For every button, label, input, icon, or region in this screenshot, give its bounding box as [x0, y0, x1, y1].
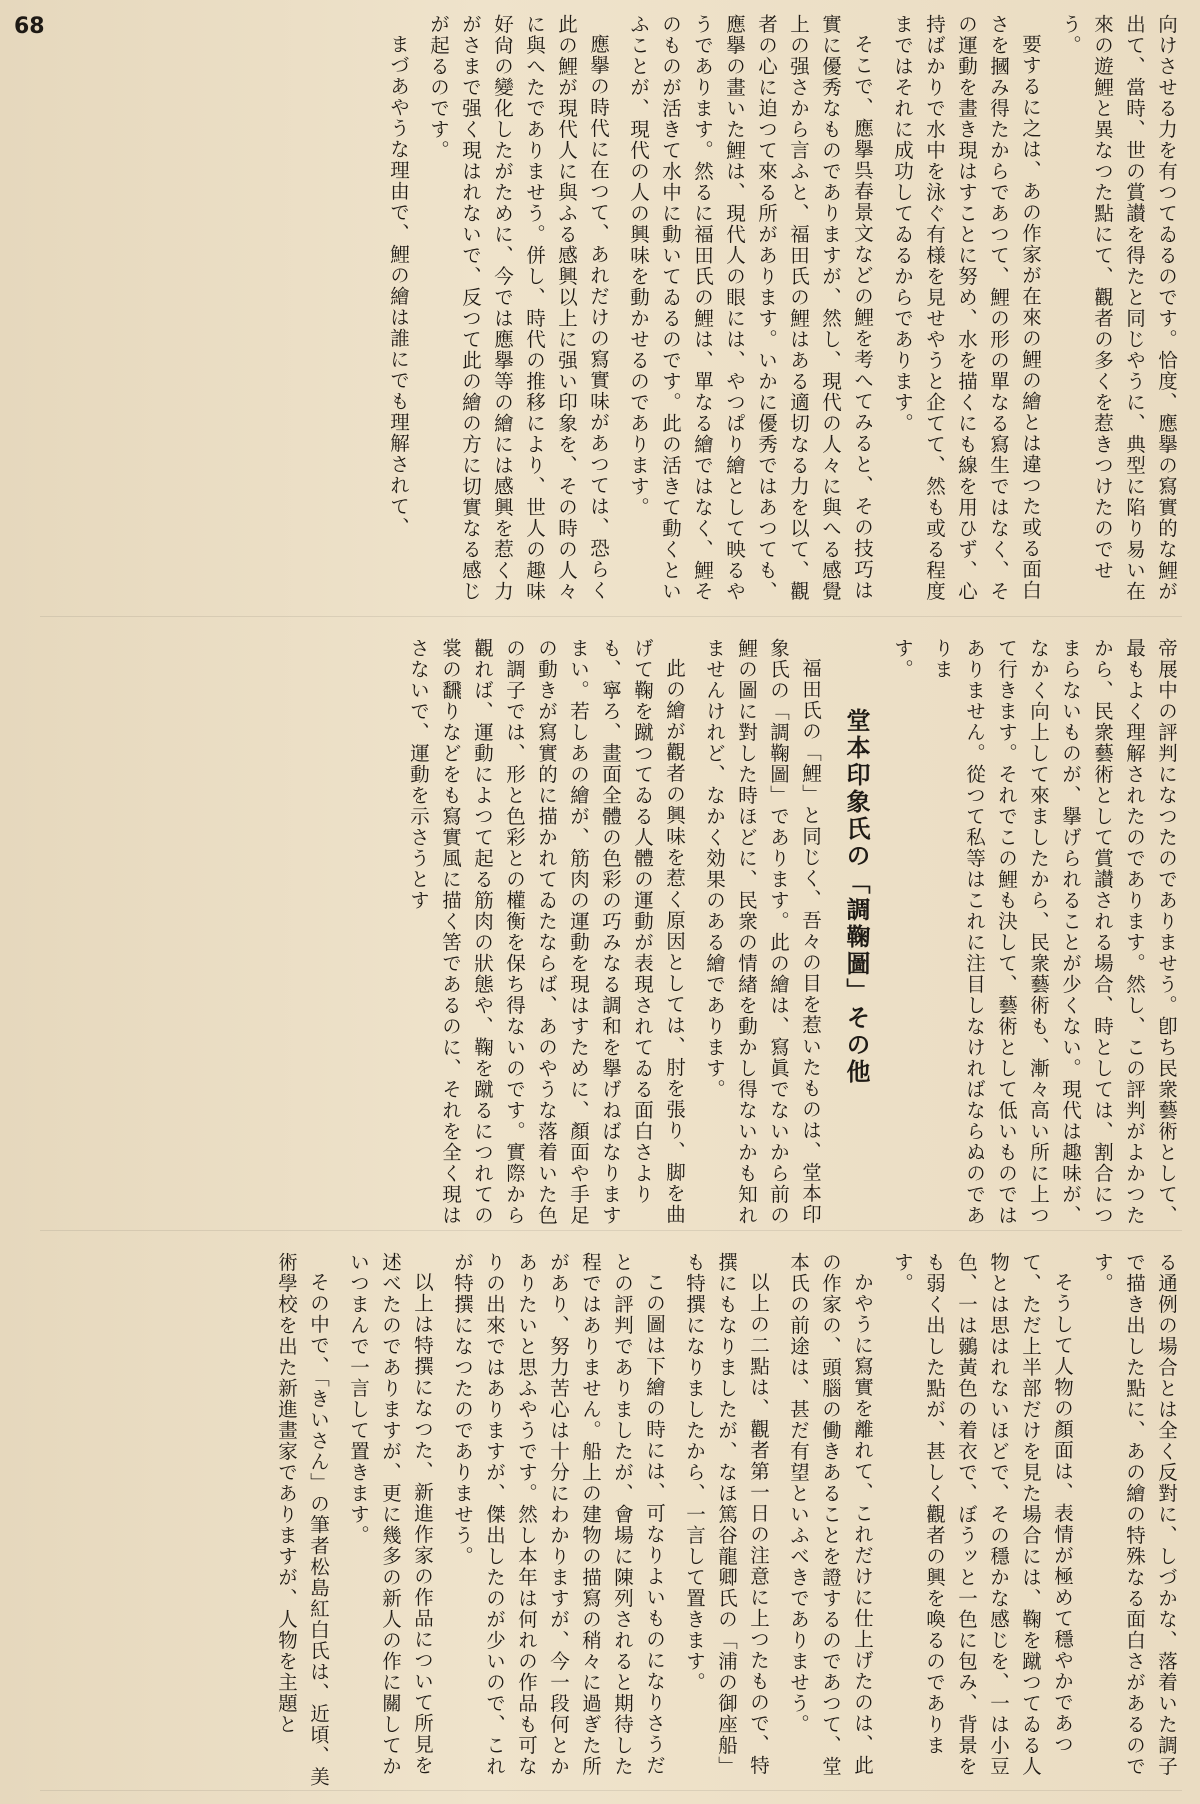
text-tier-top — [40, 14, 1182, 617]
text-tier-bottom — [40, 1252, 1182, 1791]
article-paragraph: る通例の場合とは全く反對に、しづかな、落着いた調子で描き出した點に、あの繪の特殊なる面白さがあるのです。 — [1091, 1252, 1178, 1777]
article-paragraph: そうして人物の顏面は、表情が極めて穩やかであつて、ただ上半部だけを見た場合には、鞠を蹴つてゐる人物とは思はれないほどで、その穩かな感じを、一は小豆色、一は鶸黃色の着衣で、ぼうッと一色に包み、背景をも弱く出した點が、甚しく觀者の興を喚るのであります。 — [891, 1252, 1074, 1777]
section-heading: 堂本印象氏の「調鞠圖」その他 — [842, 708, 871, 1086]
article-paragraph: かやうに寫實を離れて、これだけに仕上げたのは、此の作家の、頭腦の働きあることを證するのであつて、堂本氏の前途は、甚だ有望といふべきでありませう。 — [787, 1252, 874, 1777]
page-number: 68 — [14, 14, 45, 39]
article-paragraph: 向けさせる力を有つてゐるのです。恰度、應擧の寫實的な鯉が出て、當時、世の賞讃を得たと同じやうに、典型に陷り易い在來の遊鯉と異なつた點にて、觀者の多くを惹きつけたのでせう。 — [1059, 14, 1178, 602]
article-paragraph: そこで、應擧呉春景文などの鯉を考へてみると、その技巧は實に優秀なものでありますが、然し、現代の人々に與へる感覺上の强さから言ふと、福田氏の鯉はある適切なる力を以て、觀者の心に迫つて來る所があります。いかに優秀ではあつても、應擧の畫いた鯉は、現代人の眼には、やつぱり繪として映るやうであります。然るに福田氏の鯉は、單なる繪ではなく、鯉そのものが活きて水中に動いてゐるのです。此の活きて動くといふことが、現代の人の興味を動かせるのであります。 — [627, 14, 874, 602]
article-paragraph: 以上の二點は、觀者第一日の注意に上つたもので、特撰にもなりましたが、なほ篤谷龍卿氏の「浦の御座船」も特撰になりましたから、一言して置きます。 — [683, 1252, 770, 1777]
article-paragraph: 福田氏の「鯉」と同じく、吾々の目を惹いたものは、堂本印象氏の「調鞠圖」であります。此の繪は、寫眞でないから前の鯉の圖に對した時ほどに、民衆の情緖を動かし得ないかも知れませんけれど、なかく効果のある繪であります。 — [703, 638, 822, 1226]
article-paragraph: 以上は特撰になつた、新進作家の作品について所見を述べたのでありますが、更に幾多の新人の作に關してかいつまんで一言して置きます。 — [347, 1252, 434, 1777]
article-paragraph: 要するに之は、あの作家が在來の鯉の繪とは違つた或る面白さを摑み得たからであつて、鯉の形の單なる寫生ではなく、その運動を畫き現はすことに努め、水を描くにも線を用ひず、心持ばかりで水中を泳ぐ有様を見せやうと企てて、然も或る程度まではそれに成功してゐるからであります。 — [891, 14, 1042, 602]
article-paragraph: 帝展中の評判になつたのでありませう。卽ち民衆藝術として、最もよく理解されたのであります。然し、この評判がよかつたから、民衆藝術として賞讃される場合、時としては、割合につまらないものが、擧げられることが少くない。現代は趣味が、なかく向上して來ましたから、民衆藝術も、漸々高い所に上つて行きます。それでこの鯉も決して、藝術として低いものではありません。從つて私等はこれに注目しなければならぬのでありま — [931, 638, 1178, 1226]
article-paragraph: まづあやうな理由で、鯉の繪は誰にでも理解されて、 — [387, 33, 410, 538]
article-paragraph: 應擧の時代に在つて、あれだけの寫實味があつては、恐らく此の鯉が現代人に與ふる感興以上に强い印象を、その時の人々に與へたでありませう。併し、時代の推移により、世人の趣味好尙の變化したがために、今では應擧等の繪には感興を惹く力がさまで强く現はれないで、反つて此の繪の方に切實なる感じが起るのです。 — [427, 14, 610, 602]
article-paragraph: す。 — [891, 638, 914, 680]
article-paragraph: 此の繪が觀者の興味を惹く原因としては、肘を張り、脚を曲げて鞠を蹴つてゐる人體の運動が表現されてゐる面白さよりも、寧ろ、畫面全體の色彩の巧みなる調和を擧げねばなりますまい。若しあの繪が、筋肉の運動を現はすために、顏面や手足の動きが寫實的に描かれてゐたならば、あのやうな落着いた色の調子では、形と色彩との權衡を保ち得ないのです。實際から觀れば、運動によつて起る筋肉の狀態や、鞠を蹴るにつれての裳の飜りなどをも寫實風に描く筈であるのに、それを全く現はさないで、運動を示さうとす — [407, 638, 686, 1226]
text-tier-middle — [40, 638, 1182, 1231]
article-paragraph: その中で、「きいさん」の筆者松島紅白氏は、近頃、美術學校を出た新進畫家でありますが、人物を主題と — [275, 1252, 330, 1787]
article-paragraph: この圖は下繪の時には、可なりよいものになりさうだとの評判でありましたが、會場に陳列されると期待した程ではありません。船上の建物の描寫の稍々に過ぎた所があり、努力苦心は十分にわかりますが、今一段何とかありたいと思ふやうです。然し本年は何れの作品も可なりの出來ではありますが、傑出したのが少いので、これが特撰になつたのでありませう。 — [451, 1252, 666, 1777]
